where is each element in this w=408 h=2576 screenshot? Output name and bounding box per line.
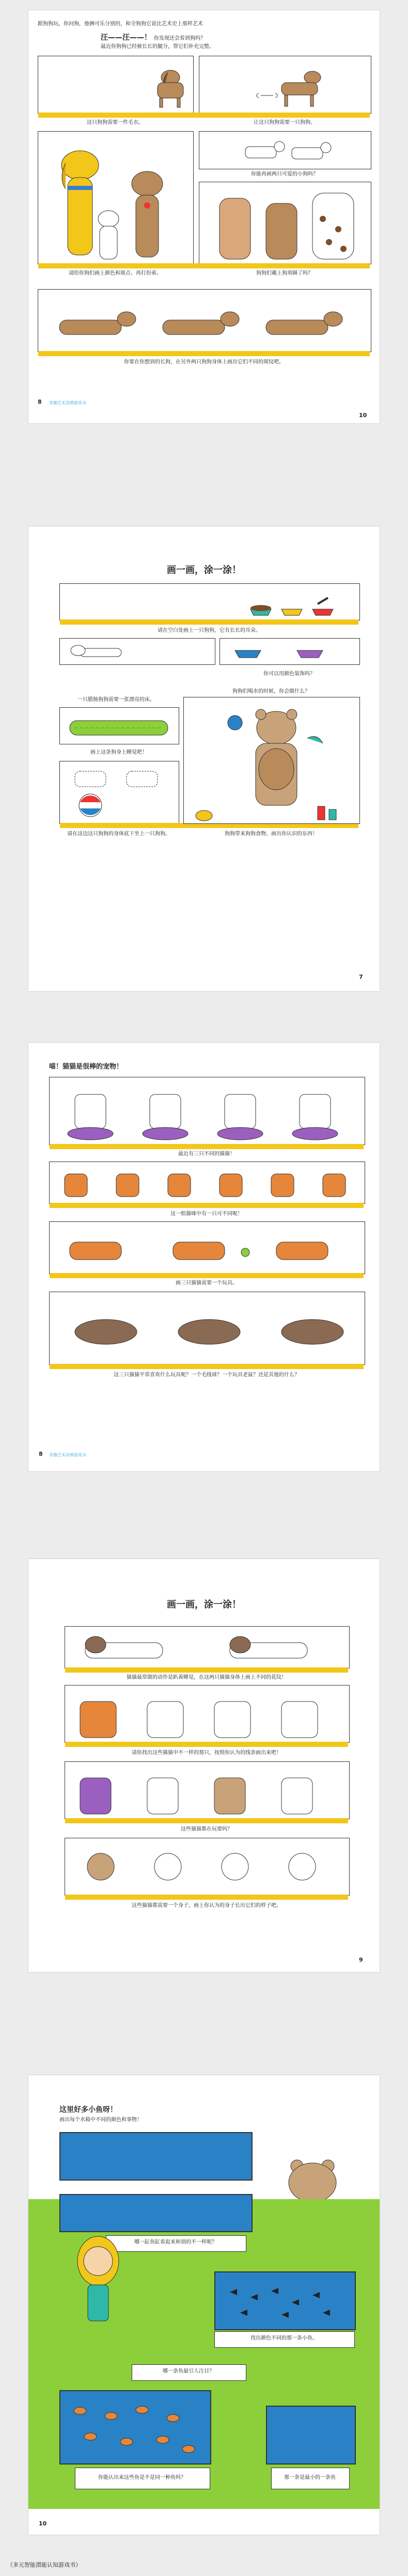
page-cats-1 [28, 1043, 380, 1471]
page-title: 这里好多小鱼呀！ [59, 2106, 117, 2114]
rolling-cats [59, 1306, 359, 1358]
cat-row [75, 1691, 343, 1741]
striped-cats [59, 1232, 359, 1268]
fish-school [225, 2282, 343, 2323]
caption-find-odd: 请你找出这些猫猫中不一样的那只，按照你认为的线条画出来吧！ [132, 1750, 281, 1756]
page-number-left: 8 [38, 399, 42, 405]
caption-sweater: 这只狗狗需要一件毛衣。 [87, 120, 144, 125]
page-number: 9 [359, 1957, 363, 1963]
caption-color-dogs: 请给你狗们画上颜色和斑点、再打扮着。 [69, 271, 162, 276]
white-small-dog [90, 206, 127, 263]
caption-three-cats: 最近有三只不同的猫猫！ [178, 1151, 235, 1157]
floor-strip [50, 1144, 364, 1149]
floor-strip-3 [50, 1273, 364, 1278]
sitting-cats [59, 1169, 359, 1200]
caption-odd-fish: 找出颜色不同的那一条小鱼。 [250, 2335, 318, 2341]
page-number: 7 [359, 974, 363, 980]
caption-bodies: 这些猫猫都需要一个身子，画上你认为的身子长出它们的样子吧。 [132, 1903, 281, 1909]
caption-patterns: 猫猫最常做的动作是趴着睡觉，在这两只猫猫身体上画上不同的花纹！ [127, 1675, 287, 1680]
cat-heads [75, 1846, 343, 1893]
sound-heading [101, 34, 206, 42]
dog-outlines [70, 766, 168, 818]
aquarium-middle [59, 2194, 253, 2232]
dog-sweater-illustration [152, 67, 189, 108]
floor-strip-4 [50, 1364, 364, 1369]
brand-footer: 奇趣艺术涂鸦游戏书 [49, 401, 86, 405]
orange-fish [70, 2400, 199, 2457]
sleeping-cats [75, 1634, 343, 1665]
caption-favorite-toy: 这三只猫猫平常喜欢什么玩具呢？一个毛线球？一个玩具老鼠？还是其他的什么？ [114, 1372, 300, 1378]
dog-bone-illustration [271, 67, 328, 108]
aquarium-bottom-right [266, 2406, 356, 2464]
caption-same-fish: 你能认出来这些鱼是不是同一种鱼吗？ [98, 2475, 186, 2480]
caption-sit-dog: 请在这边这只狗狗的身体底下坐上一只狗狗。 [67, 831, 170, 837]
bear-washing-dog [225, 707, 328, 821]
floor-strip-2 [38, 263, 370, 268]
caption-different-tank: 哪一缸鱼缸看起来和别的不一样呢？ [134, 2239, 217, 2245]
page-title: 喵！猫猫是很棒的宠物！ [49, 1063, 123, 1071]
caption-bath: 狗狗们喝水的时候，你会做什么？ [232, 689, 310, 694]
dog-bed [70, 719, 168, 737]
page-cats-2 [28, 1559, 380, 1972]
caption-bone: 让这只狗狗需要一只狗狗。 [254, 120, 316, 125]
girl-character [70, 2230, 127, 2333]
aquarium-top [59, 2132, 253, 2181]
floor-strip-3 [38, 351, 370, 356]
page-number: 8 [39, 1451, 43, 1457]
sound-rest: 你发现还会看到狗吗？ [153, 36, 206, 41]
dachshund-row [49, 305, 359, 351]
floor-strip [65, 1667, 348, 1673]
caption-two-dogs: 你能再画两只可爱的小狗吗？ [251, 171, 318, 177]
caption-sleep: 画上这条狗身上睡觉吧！ [90, 750, 147, 755]
page-title: 画一画，涂一涂！ [167, 565, 241, 576]
floor-strip-3 [65, 1818, 348, 1823]
dogs-with-bowl [235, 136, 338, 165]
sound-subline: 最近你狗狗已经被长长的腿分，帮它们补充完整。 [101, 44, 214, 50]
brand-footer: 奇趣艺术涂鸦游戏书 [49, 1453, 86, 1457]
caption-toy: 画三只猫猫需要一个玩具。 [176, 1280, 238, 1286]
page-number: 10 [39, 2520, 47, 2527]
cats-on-cushions [59, 1084, 359, 1142]
floor-strip-2 [65, 1742, 348, 1747]
sound-prefix: 汪——汪——！ [101, 34, 151, 42]
caption-dachshunds: 你要在你想到的长狗，在另外两只狗狗身体上画出它们不同的斑纹吧。 [124, 359, 284, 365]
caption-different-cat: 这一组猫咪中有一只可不同呢！ [170, 1211, 243, 1217]
page-subtitle: 画出每个水箱中不同的颜色和事物！ [59, 2117, 142, 2123]
floor-strip [60, 619, 358, 625]
bottom-caption: 《多元智能潜能认知游戏书》 [7, 2562, 81, 2568]
page-dogs-2 [28, 527, 380, 991]
page-dogs-1 [28, 10, 380, 423]
caption-bring-food: 狗狗带来狗狗食物、画出你认识的东西！ [225, 831, 318, 837]
intro-text: 跟狗狗玩，你问狗，他俩可乐分别的，和全狗狗它说比艺术史上那样艺术 [38, 21, 203, 27]
caption-playing: 这些猫猫都在玩要吗？ [181, 1826, 232, 1832]
lying-dog [70, 643, 132, 659]
page-title: 画一画，涂一涂！ [167, 1599, 241, 1610]
bath-toys [189, 805, 354, 821]
spotted-dogs [214, 188, 359, 263]
floor-strip-2 [50, 1203, 364, 1208]
floor-strip [38, 113, 370, 118]
brown-dog [121, 165, 173, 263]
floor-strip-4 [65, 1895, 348, 1900]
caption-eye-catching: 哪一条鱼最引人注目？ [163, 2368, 214, 2374]
page-fish [28, 2075, 380, 2535]
caption-collars: 狗狗们戴上狗项圈了吗？ [256, 271, 313, 276]
caption-decorate: 你可以用颜色装饰吗？ [263, 671, 315, 677]
page-number-right: 10 [359, 412, 367, 419]
playing-cats [75, 1768, 343, 1817]
caption-smallest-fish: 那一条是最小的一条鱼 [284, 2475, 336, 2480]
caption-dog-bed: 一只腊肠狗狗需要一张漂亮的床。 [77, 697, 155, 703]
empty-bowls [235, 648, 338, 661]
food-bowls [250, 594, 349, 618]
caption-draw-dog: 请在空白处画上一只狗狗，它有长长的耳朵。 [158, 628, 261, 633]
